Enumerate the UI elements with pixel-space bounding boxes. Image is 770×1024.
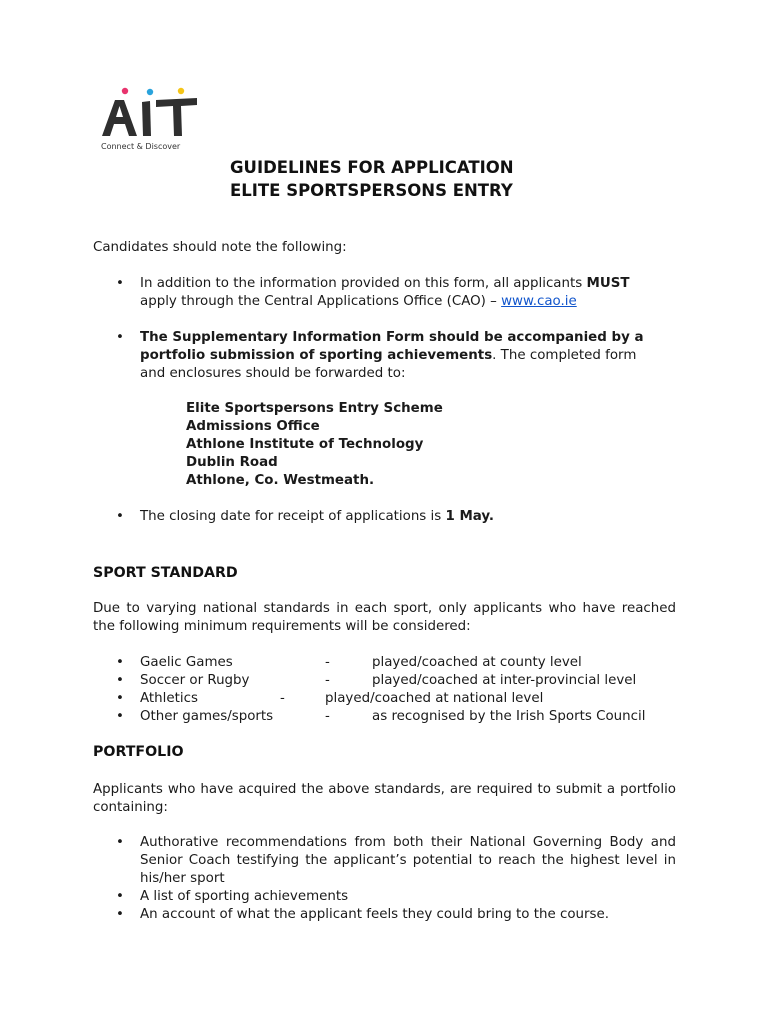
bullet2-bold-line1: The Supplementary Information Form should be accompanied by a: [140, 330, 644, 345]
portfolio-item-text: An account of what the applicant feels they could bring to the course.: [140, 907, 609, 922]
logo-tagline: Connect & Discover: [101, 142, 181, 151]
sport-name: Soccer or Rugby: [140, 673, 250, 688]
sport-level: played/coached at national level: [325, 691, 544, 706]
bullet1-line2: apply through the Central Applications Office (CAO) –: [140, 294, 502, 309]
sport-level: played/coached at county level: [372, 655, 582, 670]
bullet3-text: The closing date for receipt of applications is: [140, 509, 446, 524]
sport-name: Athletics: [140, 691, 198, 706]
page-title-line-2: ELITE SPORTSPERSONS ENTRY: [230, 181, 513, 200]
sport-standard-paragraph: Due to varying national standards in each sport, only applicants who have reached the following minimum requirements will be considered:: [93, 601, 676, 634]
address-line: Dublin Road: [186, 455, 278, 470]
bullet-icon: •: [116, 673, 124, 688]
sport-name: Gaelic Games: [140, 655, 233, 670]
address-line: Elite Sportspersons Entry Scheme: [186, 401, 443, 416]
bullet2-line2-rest: . The completed form: [492, 348, 637, 363]
cao-link[interactable]: www.cao.ie: [501, 294, 577, 309]
closing-date: 1 May.: [445, 509, 495, 524]
portfolio-paragraph: Applicants who have acquired the above standards, are required to submit a portfolio containing:: [93, 782, 676, 815]
sport-dash: -: [325, 673, 330, 688]
sport-level: as recognised by the Irish Sports Council: [372, 709, 646, 724]
bullet-icon: •: [116, 509, 124, 524]
bullet-icon: •: [116, 889, 124, 904]
portfolio-item-text: A list of sporting achievements: [140, 889, 349, 904]
sport-dash: -: [280, 691, 285, 706]
address-line: Athlone Institute of Technology: [186, 437, 424, 452]
portfolio-heading: PORTFOLIO: [93, 744, 184, 760]
bullet-icon: •: [116, 907, 124, 922]
bullet-icon: •: [116, 330, 124, 345]
bullet-icon: •: [116, 835, 124, 850]
sport-name: Other games/sports: [140, 709, 274, 724]
bullet1-text: In addition to the information provided on this form, all applicants: [140, 276, 587, 291]
sport-standard-heading: SPORT STANDARD: [93, 565, 238, 581]
bullet-icon: •: [116, 655, 124, 670]
sport-level: played/coached at inter-provincial level: [372, 673, 637, 688]
page-title-line-1: GUIDELINES FOR APPLICATION: [230, 158, 514, 177]
sport-dash: -: [325, 655, 330, 670]
bullet1-must: MUST: [586, 276, 630, 291]
address-line: Athlone, Co. Westmeath.: [186, 473, 375, 488]
address-line: Admissions Office: [186, 419, 320, 434]
bullet-icon: •: [116, 709, 124, 724]
bullet-icon: •: [116, 691, 124, 706]
portfolio-item-text: Authorative recommendations from both their National Governing Body and Senior Coach testifying the applicant’s potential to reach the highest level in his/her sport: [140, 835, 676, 886]
ait-logo: [98, 86, 202, 156]
intro-text: Candidates should note the following:: [93, 240, 347, 255]
bullet2-bold-line2: portfolio submission of sporting achievements: [140, 348, 493, 363]
bullet-icon: •: [116, 276, 124, 291]
bullet2-line3: and enclosures should be forwarded to:: [140, 366, 406, 381]
ait-logo-graphic: [98, 86, 202, 142]
sport-dash: -: [325, 709, 330, 724]
